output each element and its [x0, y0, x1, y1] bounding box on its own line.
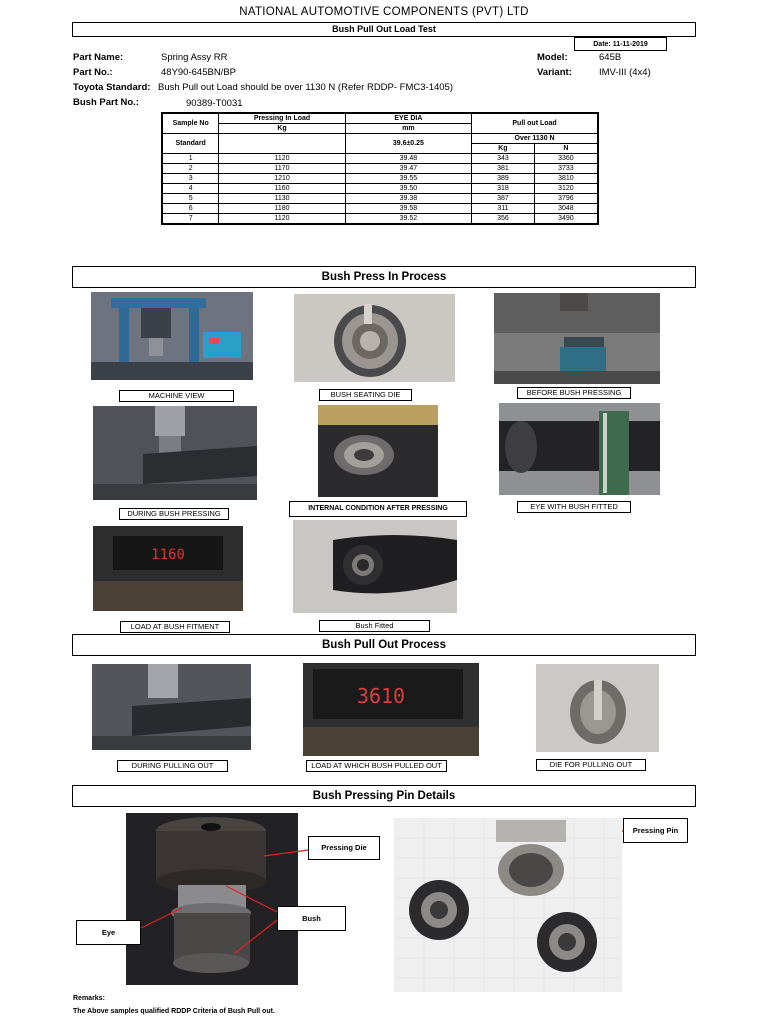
part-no-label: Part No.: — [73, 67, 113, 78]
cell-no: 3 — [162, 174, 219, 184]
standard-row-label: Standard — [162, 134, 219, 154]
label-pressing-die: Pressing Die — [308, 836, 380, 860]
standard-eye: 39.6±0.25 — [345, 134, 471, 154]
caption-during-pressing: DURING BUSH PRESSING — [119, 508, 229, 520]
cell-press: 1180 — [219, 204, 345, 214]
col-eye-unit: mm — [345, 124, 471, 134]
report-date: Date: 11-11-2019 — [574, 37, 667, 51]
standard-pull: Over 1130 N — [472, 134, 598, 144]
standard-value: Bush Pull out Load should be over 1130 N (Refer RDDP- FMC3-1405) — [158, 82, 453, 93]
cell-eye: 39.47 — [345, 164, 471, 174]
caption-during-pulling: DURING PULLING OUT — [117, 760, 228, 772]
cell-eye: 39.58 — [345, 204, 471, 214]
cell-n: 3490 — [534, 214, 598, 225]
pull-kg-header: Kg — [472, 144, 535, 154]
cell-press: 1170 — [219, 164, 345, 174]
col-press-unit: Kg — [219, 124, 345, 134]
cell-n: 3796 — [534, 194, 598, 204]
variant-label: Variant: — [537, 67, 572, 78]
variant-value: IMV-III (4x4) — [599, 67, 651, 78]
cell-kg: 387 — [472, 194, 535, 204]
cell-no: 1 — [162, 154, 219, 164]
cell-no: 5 — [162, 194, 219, 204]
label-bush: Bush — [277, 906, 346, 931]
section-pin-details: Bush Pressing Pin Details — [72, 785, 696, 807]
fitment-display-value: 1160 — [151, 547, 185, 563]
part-no-value: 48Y90-645BN/BP — [161, 67, 236, 78]
cell-press: 1130 — [219, 194, 345, 204]
cell-press: 1210 — [219, 174, 345, 184]
cell-n: 3048 — [534, 204, 598, 214]
cell-eye: 39.48 — [345, 154, 471, 164]
cell-no: 6 — [162, 204, 219, 214]
cell-kg: 381 — [472, 164, 535, 174]
caption-die-pulling: DIE FOR PULLING OUT — [536, 759, 646, 771]
label-pressing-pin: Pressing Pin — [623, 818, 688, 843]
caption-before-pressing: BEFORE BUSH PRESSING — [517, 387, 631, 399]
cell-kg: 356 — [472, 214, 535, 225]
col-pull-header: Pull out Load — [472, 113, 598, 134]
cell-n: 3810 — [534, 174, 598, 184]
part-name-value: Spring Assy RR — [161, 52, 228, 63]
model-value: 645B — [599, 52, 622, 63]
cell-press: 1120 — [219, 214, 345, 225]
standard-label: Toyota Standard: — [73, 82, 151, 93]
col-press-header: Pressing In Load — [219, 113, 345, 124]
remarks-label: Remarks: — [73, 995, 105, 1002]
cell-eye: 39.38 — [345, 194, 471, 204]
pressing-pin-photo — [394, 818, 622, 992]
caption-load-pulled: LOAD AT WHICH BUSH PULLED OUT — [306, 760, 447, 772]
cell-kg: 318 — [472, 184, 535, 194]
cell-kg: 343 — [472, 154, 535, 164]
cell-press: 1160 — [219, 184, 345, 194]
part-name-label: Part Name: — [73, 52, 124, 63]
cell-kg: 389 — [472, 174, 535, 184]
section-press-in: Bush Press In Process — [72, 266, 696, 288]
caption-machine-view: MACHINE VIEW — [119, 390, 234, 402]
section-pull-out: Bush Pull Out Process — [72, 634, 696, 656]
cell-no: 2 — [162, 164, 219, 174]
col-eye-header: EYE DIA — [345, 113, 471, 124]
pull-n-header: N — [534, 144, 598, 154]
cell-eye: 39.55 — [345, 174, 471, 184]
caption-eye-with-bush: EYE WITH BUSH FITTED — [517, 501, 631, 513]
cell-kg: 311 — [472, 204, 535, 214]
company-title: NATIONAL AUTOMOTIVE COMPONENTS (PVT) LTD — [239, 6, 529, 18]
report-title: Bush Pull Out Load Test — [72, 22, 696, 37]
caption-load-fitment: LOAD AT BUSH FITMENT — [120, 621, 230, 633]
col-sample-header: Sample No — [162, 113, 219, 134]
cell-n: 3360 — [534, 154, 598, 164]
caption-seating-die: BUSH SEATING DIE — [319, 389, 412, 401]
cell-eye: 39.52 — [345, 214, 471, 225]
cell-n: 3120 — [534, 184, 598, 194]
caption-internal-condition: INTERNAL CONDITION AFTER PRESSING — [289, 501, 467, 517]
cell-press: 1120 — [219, 154, 345, 164]
label-eye: Eye — [76, 920, 141, 945]
bush-part-label: Bush Part No.: — [73, 97, 139, 108]
model-label: Model: — [537, 52, 568, 63]
bush-part-value: 90389-T0031 — [186, 98, 243, 109]
cell-no: 4 — [162, 184, 219, 194]
cell-n: 3733 — [534, 164, 598, 174]
remarks-text: The Above samples qualified RDDP Criteria of Bush Pull out. — [73, 1008, 275, 1015]
cell-no: 7 — [162, 214, 219, 225]
caption-bush-fitted: Bush Fitted — [319, 620, 430, 632]
cell-eye: 39.50 — [345, 184, 471, 194]
pulled-display-value: 3610 — [356, 684, 406, 708]
